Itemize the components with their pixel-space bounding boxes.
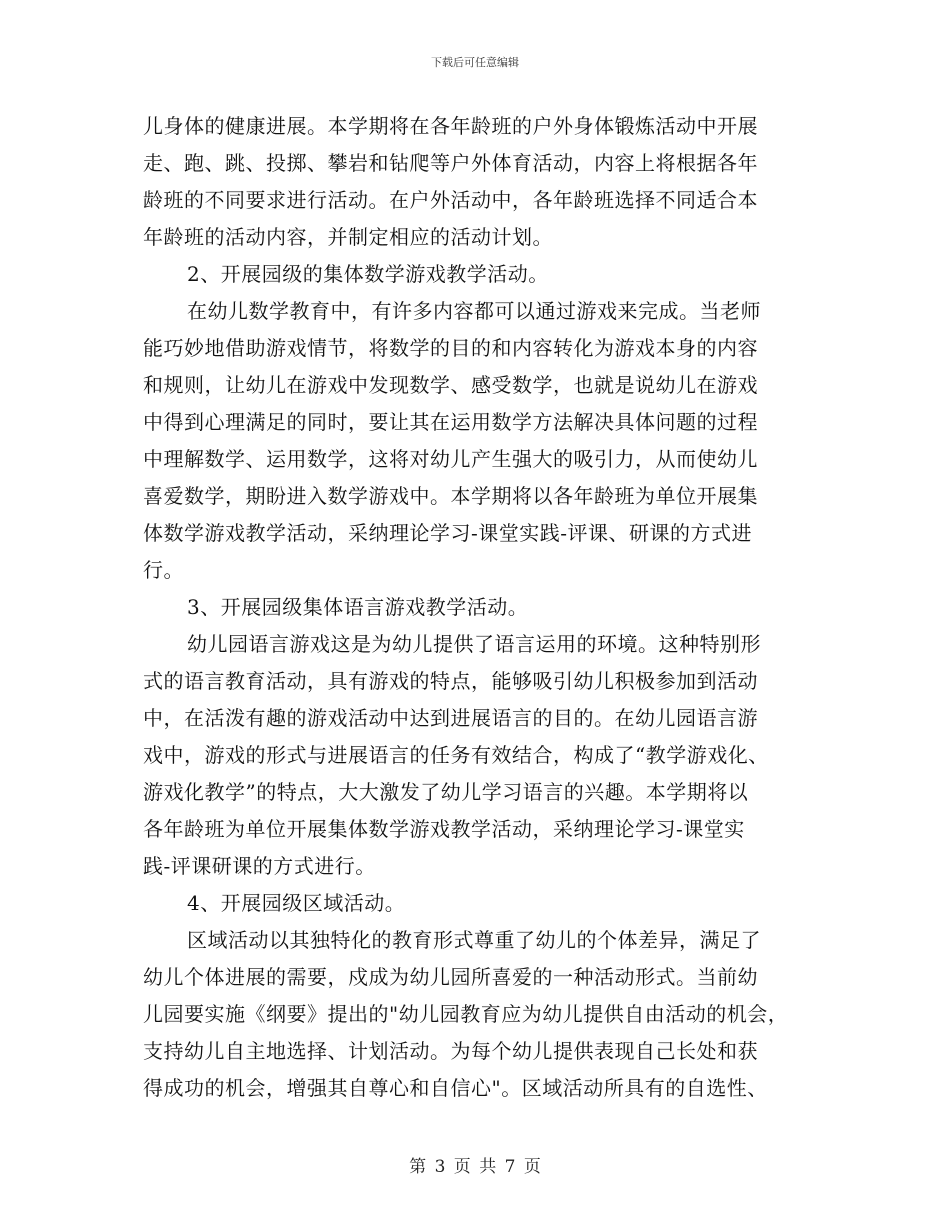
page-header: 下载后可任意编辑 [431, 56, 519, 69]
text-line: 区域活动以其独特化的教育形式尊重了幼儿的个体差异，满足了 [187, 928, 761, 952]
text-line: 走、跑、跳、投掷、攀岩和钻爬等户外体育活动，内容上将根据各年 [143, 151, 758, 175]
text-line: 中得到心理满足的同时，要让其在运用数学方法解决具体问题的过程 [143, 410, 758, 434]
text-line: 年龄班的活动内容，并制定相应的活动计划。 [143, 225, 553, 249]
text-line: 能巧妙地借助游戏情节，将数学的目的和内容转化为游戏本身的内容 [143, 336, 758, 360]
text-line: 4、开展园级区域活动。 [187, 891, 406, 915]
text-line: 戏中，游戏的形式与进展语言的任务有效结合，构成了“教学游戏化、 [143, 743, 769, 767]
page-footer: 第 3 页 共 7 页 [409, 1157, 541, 1177]
text-line: 游戏化教学”的特点，大大激发了幼儿学习语言的兴趣。本学期将以 [143, 780, 749, 804]
text-line: 各年龄班为单位开展集体数学游戏教学活动，采纳理论学习-课堂实 [143, 817, 745, 841]
text-line: 中，在活泼有趣的游戏活动中达到进展语言的目的。在幼儿园语言游 [143, 706, 758, 730]
text-line: 儿园要实施《纲要》提出的"幼儿园教育应为幼儿提供自由活动的机会， [143, 1002, 789, 1026]
text-line: 幼儿园语言游戏这是为幼儿提供了语言运用的环境。这种特别形 [187, 632, 761, 656]
text-line: 体数学游戏教学活动，采纳理论学习-课堂实践-评课、研课的方式进 [143, 521, 753, 545]
document-body [143, 108, 808, 1107]
text-line: 喜爱数学，期盼进入数学游戏中。本学期将以各年龄班为单位开展集 [143, 484, 758, 508]
text-line: 3、开展园级集体语言游戏教学活动。 [187, 595, 529, 619]
text-line: 和规则，让幼儿在游戏中发现数学、感受数学，也就是说幼儿在游戏 [143, 373, 758, 397]
text-line: 得成功的机会，增强其自尊心和自信心"。区域活动所具有的自选性、 [143, 1076, 768, 1100]
text-line: 儿身体的健康进展。本学期将在各年龄班的户外身体锻炼活动中开展 [143, 114, 758, 138]
text-line: 践-评课研课的方式进行。 [143, 854, 376, 878]
text-line: 龄班的不同要求进行活动。在户外活动中，各年龄班选择不同适合本 [143, 188, 758, 212]
text-line: 中理解数学、运用数学，这将对幼儿产生强大的吸引力，从而使幼儿 [143, 447, 758, 471]
text-line: 支持幼儿自主地选择、计划活动。为每个幼儿提供表现自己长处和获 [143, 1039, 758, 1063]
text-line: 行。 [143, 558, 184, 582]
text-line: 在幼儿数学教育中，有许多内容都可以通过游戏来完成。当老师 [187, 299, 761, 323]
text-line: 2、开展园级的集体数学游戏教学活动。 [187, 262, 549, 286]
text-line: 式的语言教育活动，具有游戏的特点，能够吸引幼儿积极参加到活动 [143, 669, 758, 693]
text-line: 幼儿个体进展的需要，戍成为幼儿园所喜爱的一种活动形式。当前幼 [143, 965, 758, 989]
